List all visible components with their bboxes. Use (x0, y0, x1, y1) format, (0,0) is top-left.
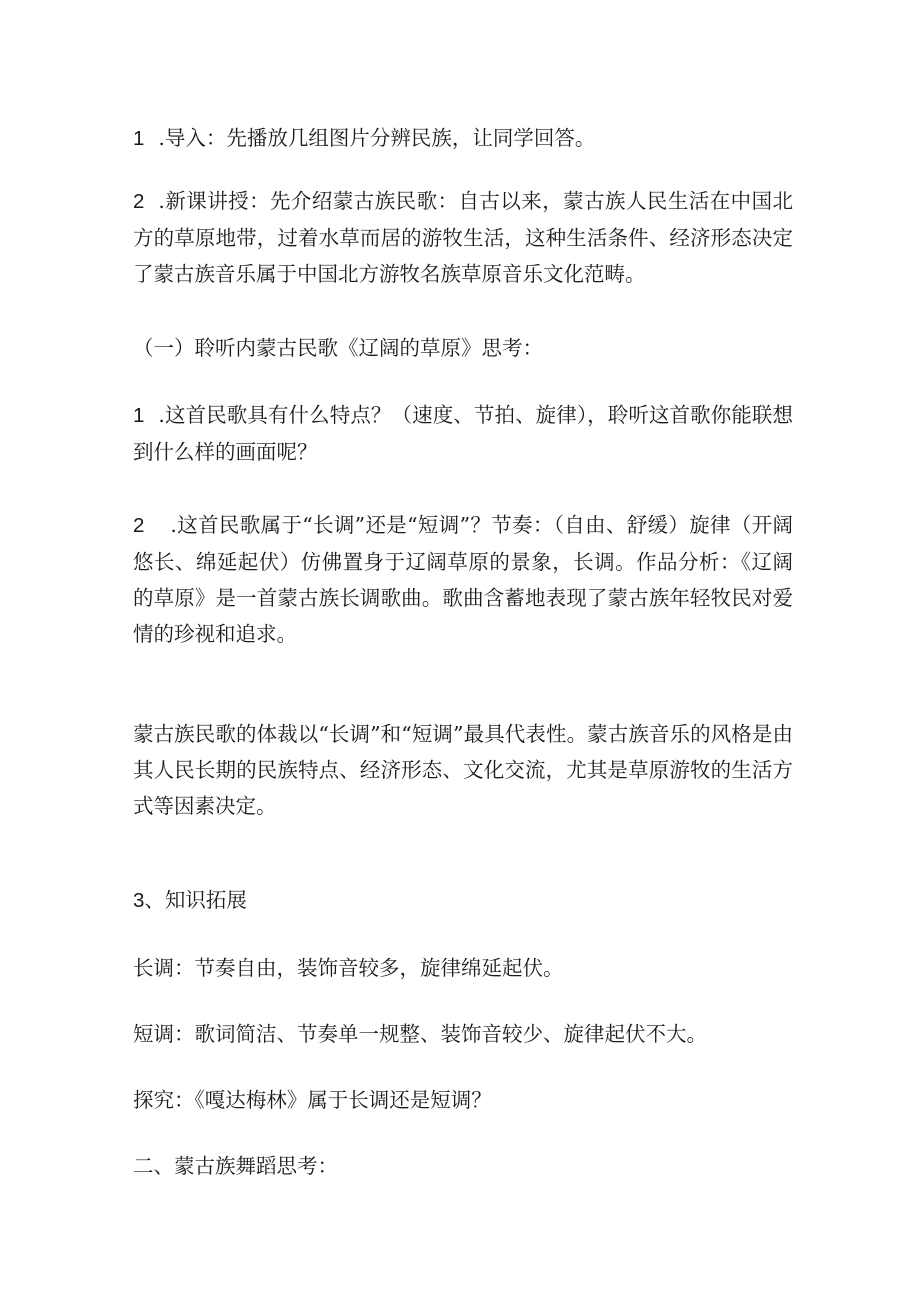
paragraph-question-one (133, 397, 793, 470)
paragraph-short-tune (133, 1016, 793, 1052)
paragraph-text: 短调：歌词简洁、节奏单一规整、装饰音较少、旋律起伏不大。 (133, 1022, 707, 1046)
paragraph-intro (133, 120, 793, 157)
paragraph-section-one (133, 330, 793, 366)
paragraph-long-tune (133, 950, 793, 986)
paragraph-text: .导入：先播放几组图片分辨民族，让同学回答。 (158, 126, 596, 150)
paragraph-genre (133, 716, 793, 824)
list-number: 1 (133, 127, 145, 150)
paragraph-text: 长调：节奏自由，装饰音较多，旋律绵延起伏。 (133, 956, 564, 980)
paragraph-text: .这首民歌属于“长调”还是“短调”？节奏：（自由、舒缓）旋律（开阔悠长、绵延起伏）仿佛置身于辽阔草原的景象，长调。作品分析：《辽阔的草原》是一首蒙古族长调歌曲。歌曲含蓄地表现了蒙古族年轻牧民对爱情的珍视和追求。 (133, 513, 793, 646)
paragraph-text: （一）聆听内蒙古民歌《辽阔的草原》思考： (133, 336, 543, 360)
paragraph-knowledge-heading (133, 882, 793, 919)
paragraph-text: 蒙古族民歌的体裁以“长调”和“短调”最具代表性。蒙古族音乐的风格是由其人民长期的民族特点、经济形态、文化交流，尤其是草原游牧的生活方式等因素决定。 (133, 722, 793, 818)
paragraph-text: 二、蒙古族舞蹈思考： (133, 1154, 338, 1178)
paragraph-text: .这首民歌具有什么特点？（速度、节拍、旋律），聆听这首歌你能联想到什么样的画面呢？ (133, 403, 793, 464)
list-number: 3 (133, 889, 145, 912)
paragraph-question-two (133, 507, 793, 652)
paragraph-text: 、知识拓展 (144, 888, 247, 912)
paragraph-dance-heading (133, 1148, 793, 1184)
list-number: 2 (133, 190, 145, 213)
paragraph-explore (133, 1082, 793, 1118)
paragraph-text: .新课讲授：先介绍蒙古族民歌：自古以来，蒙古族人民生活在中国北方的草原地带，过着水草而居的游牧生活，这种生活条件、经济形态决定了蒙古族音乐属于中国北方游牧名族草原音乐文化范畴。 (133, 189, 793, 286)
list-number: 2 (133, 514, 145, 537)
paragraph-text: 探究：《嘎达梅林》属于长调还是短调？ (133, 1088, 492, 1112)
paragraph-new-lesson (133, 183, 793, 292)
list-number: 1 (133, 404, 145, 427)
